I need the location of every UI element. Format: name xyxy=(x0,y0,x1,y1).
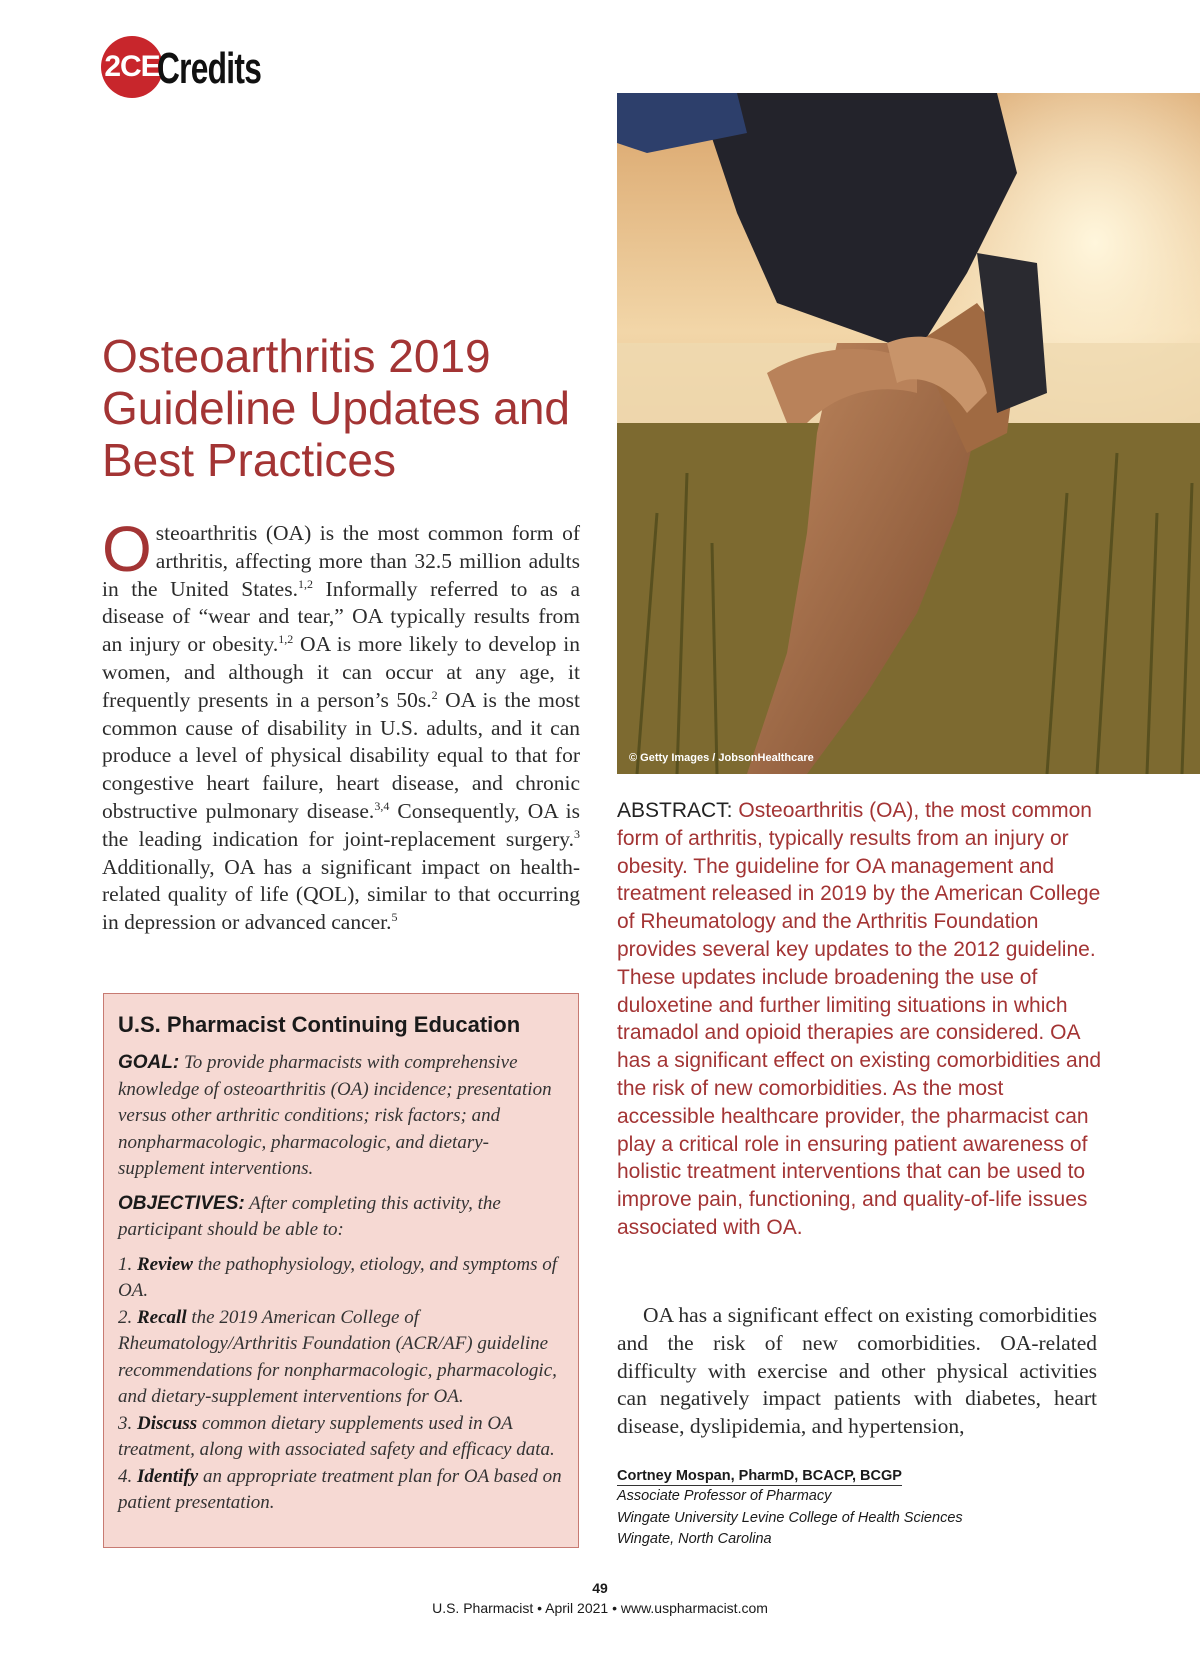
author-name: Cortney Mospan, PharmD, BCACP, BCGP xyxy=(617,1468,902,1484)
ce-box-heading: U.S. Pharmacist Continuing Education xyxy=(118,1012,521,1037)
article-title: Osteoarthritis 2019 Guideline Updates and Best Practices xyxy=(102,330,570,486)
footer-source: U.S. Pharmacist • April 2021 • www.uspharmacist.com xyxy=(432,1600,768,1616)
author-block xyxy=(617,1467,1097,1551)
page-footer xyxy=(0,1578,1200,1618)
abstract-text: Osteoarthritis (OA), the most common form of arthritis, typically results from an injury or obesity. The guideline for OA management and treatment released in 2019 by the American College of Rheumatology and the Arthritis Foundation provides several key updates to the 2012 guideline. These updates include broadening the use of duloxetine and further limiting situations in which tramadol and opioid therapies are considered. OA has a significant effect on existing comorbidities and the risk of new comorbidities. As the most accessible healthcare provider, the pharmacist can play a critical role in ensuring patient awareness of holistic treatment interventions that can be used to improve pain, functioning, and quality-of-life issues associated with OA. xyxy=(617,799,1102,1239)
abstract xyxy=(617,797,1103,1242)
ce-badge: 2CE xyxy=(101,36,163,98)
objective-item: 1. Review the pathophysiology, etiology, and symptoms of OA. xyxy=(118,1253,558,1301)
citation: 5 xyxy=(391,910,398,924)
author-title: Associate Professor of Pharmacy xyxy=(617,1488,832,1504)
page-number: 49 xyxy=(592,1580,608,1596)
ce-credits-logo xyxy=(101,30,271,106)
objective-item: 4. Identify an appropriate treatment plan for OA based on patient presentation. xyxy=(118,1465,562,1513)
citation: 1,2 xyxy=(297,576,313,591)
drop-cap: O xyxy=(102,513,152,585)
ce-goal: GOAL: To provide pharmacists with comprehensive knowledge of osteoarthritis (OA) incidence; presentation versus other arthritic conditions; risk factors; and nonpharmacologic, pharmacologic, and dietary-supplement interventions. xyxy=(118,1052,552,1179)
ce-objectives: OBJECTIVES: After completing this activity, the participant should be able to: xyxy=(118,1192,501,1240)
objective-item: 2. Recall the 2019 American College of Rheumatology/Arthritis Foundation (ACR/AF) guideline recommendations for nonpharmacologic, pharmacologic, and dietary-supplement interventions for OA. xyxy=(118,1306,557,1407)
objectives-list xyxy=(118,1252,564,1517)
photo-illustration xyxy=(617,93,1200,774)
photo-credit: © Getty Images / JobsonHealthcare xyxy=(629,752,814,764)
citation: 1,2 xyxy=(278,632,294,647)
body-paragraph: OA has a significant effect on existing comorbidities and the risk of new comorbidities. OA-related difficulty with exercise and other physical activities can negatively impact patients with diabetes, heart disease, dyslipidemia, and hypertension, xyxy=(617,1303,1097,1439)
abstract-label: ABSTRACT: xyxy=(617,799,733,822)
objective-item: 3. Discuss common dietary supplements used in OA treatment, along with associated safety and efficacy data. xyxy=(118,1412,555,1460)
author-location: Wingate, North Carolina xyxy=(617,1531,772,1547)
intro-paragraph: Osteoarthritis (OA) is the most common form of arthritis, affecting more than 32.5 million adults in the United States.$^{1,2}$ Informally referred to as a disease of “wear and tear,” OA typically results from an injury or obesity.$^{1,2}$ OA is more likely to develop in women, and although it can occur at any age, it frequently presents in a person’s 50s.$^2$ OA is the most common cause of disability in U.S. adults, and it can produce a level of physical disability equal to that for congestive heart failure, heart disease, and chronic obstructive pulmonary disease.$^{3,4}$ Consequently, OA is the leading indication for joint-replacement surgery.$^3$ Additionally, OA has a significant impact on health-related quality of life (QOL), similar to that occurring in depression or advanced cancer.$^5$ xyxy=(102,513,580,935)
credits-text: Credits xyxy=(157,44,262,93)
citation: 3 xyxy=(574,826,580,841)
citation: 3,4 xyxy=(374,798,390,813)
continuing-education-box xyxy=(103,993,579,1548)
citation: 2 xyxy=(431,687,438,702)
author-institution: Wingate University Levine College of Health Sciences xyxy=(617,1509,963,1526)
knee-pain-photo xyxy=(617,93,1200,774)
